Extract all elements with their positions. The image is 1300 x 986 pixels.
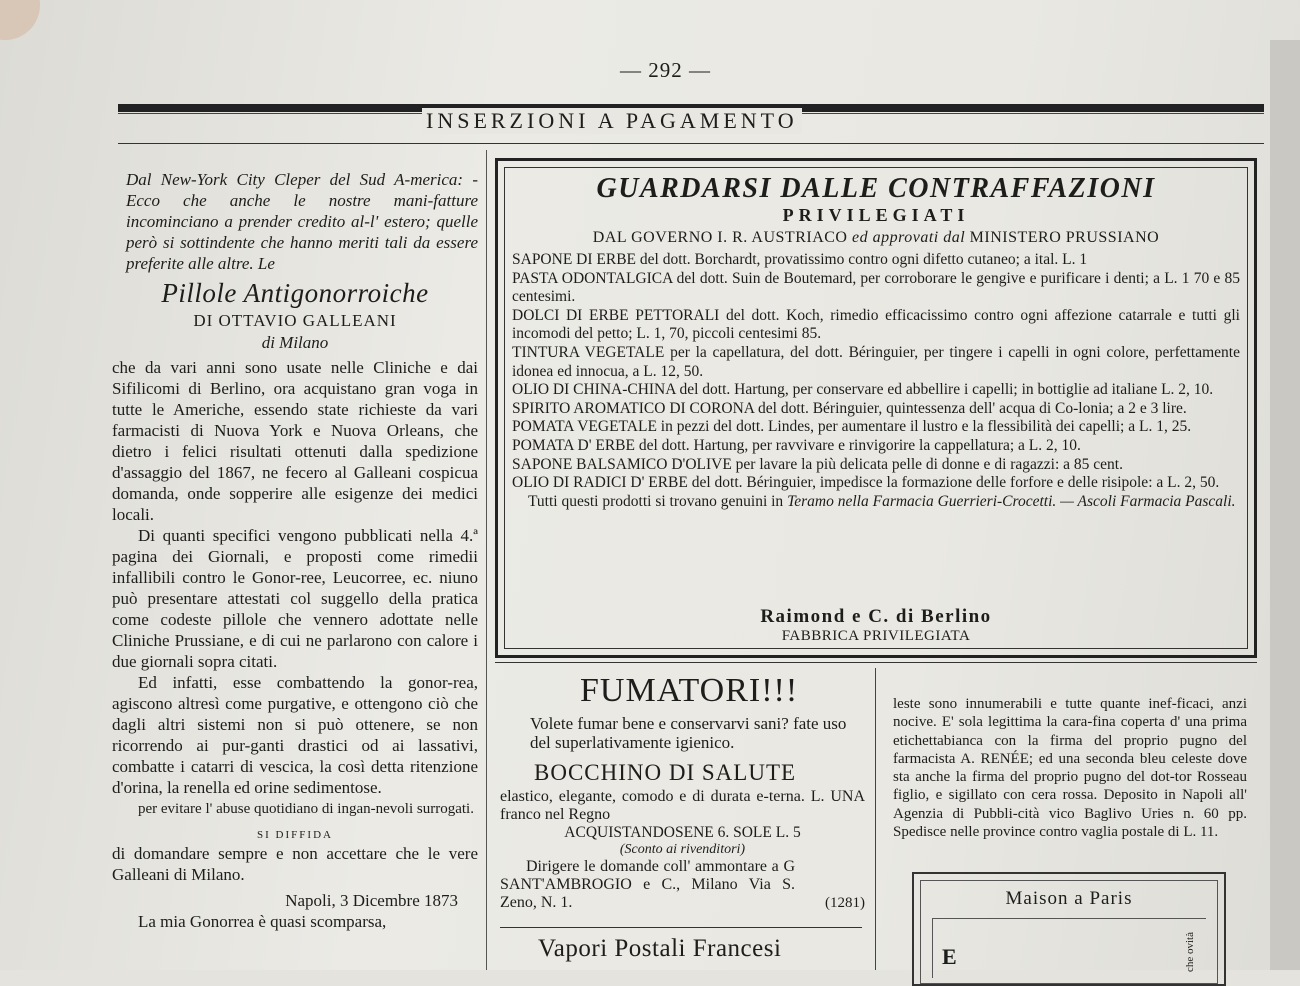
paragraph-2: Di quanti specifici vengono pubblicati nella 4.ª pagina dei Giornali, e proposti come rimedii infallibili contro le Gonor-ree, Leucorree, ec. niuno può presentare attestati col suggello della pratica come codeste pillole che vennero adottate nelle Cliniche Prussiane, e di cui ne parlarono con calore i due giornali sopra citati. <box>112 526 478 671</box>
section-title: INSERZIONI A PAGAMENTO <box>422 108 802 134</box>
fumatori-discount: (Sconto ai rivenditori) <box>619 842 746 857</box>
ad-title: GUARDARSI DALLE CONTRAFFAZIONI <box>596 173 1156 204</box>
gov-middle: ed approvati dal <box>851 229 966 246</box>
fumatori-ref-number: (1281) <box>825 895 865 911</box>
ad-subtitle: PRIVILEGIATI <box>782 205 970 225</box>
boxed-advertisement <box>495 158 1257 658</box>
fumatori-contact: Dirigere le domande coll' ammontare a G SANT'AMBROGIO e C., Milano Via S. Zeno, N. 1. <box>500 858 795 911</box>
date-line: Napoli, 3 Dicembre 1873 <box>285 891 458 910</box>
ad-bottom-rule <box>495 662 1257 663</box>
gov-prefix: DAL GOVERNO I. R. AUSTRIACO <box>592 229 848 246</box>
maison-title: Maison a Paris <box>1005 888 1133 909</box>
maison-rule <box>932 918 1206 919</box>
ad-product-list <box>512 251 1240 511</box>
section-rule <box>118 143 1264 144</box>
last-line: La mia Gonorrea è quasi scomparsa, <box>138 912 387 931</box>
product-author: DI OTTAVIO GALLEANI <box>193 311 397 330</box>
paragraph-1: che da vari anni sono usate nelle Cliniche e dai Sifilicomi di Berlino, ora acquistano gran voga in tutte le Americhe, essendo state richieste da vari farmacisti di Nuova York e Nuova Orleans, che dietro i felici risultati ottenuti dalla spedizione d'assaggio del 1867, ne fecero al Galleani cospicua domanda, onde sopperire alle esigenze dei medici locali. <box>112 358 478 524</box>
ad-item: OLIO DI CHINA-CHINA del dott. Hartung, per conservare ed abbellire i capelli; in bottiglie ad italiane L. 2, 10. <box>512 381 1214 399</box>
small-note: per evitare l' abuse quotidiano di ingan-nevoli surrogati. <box>138 801 474 817</box>
column-divider <box>486 150 487 970</box>
diffida-label: SI DIFFIDA <box>257 829 333 841</box>
maison-box <box>912 872 1226 986</box>
lower-column-divider <box>875 668 876 970</box>
product-title: Pillole Antigonorroiche <box>161 278 429 308</box>
right-column-text: leste sono innumerabili e tutte quante inef-ficaci, anzi nocive. E' sola legittima la cara-fina coperta d' una prima etichettabianca con la firma del proprio pugno del farmacista A. RENÉE; ed una seconda bleu celeste dove sta anche la firma del proprio pugno del dot-tor Rosseau figlio, e sigillato con cera rossa. Deposito in Napoli all' Agenzia di Pubbli-cità vico Baglivo Uries n. 60 pp. Spedisce nelle province contro vaglia postale di L. 11. <box>893 696 1247 841</box>
ad-item: PASTA ODONTALGICA del dott. Suin de Boutemard, per corroborare le gengive e purificare i denti; a L. 1 70 e 85 centesimi. <box>512 269 1240 306</box>
ad-item: DOLCI DI ERBE PETTORALI del dott. Koch, rimedio efficacissimo contro ogni affezione catarrale e tutti gli incomodi del petto; L. 1, 70, piccoli centesimi 85. <box>512 306 1240 343</box>
ad-item: SPIRITO AROMATICO DI CORONA del dott. Béringuier, quintessenza dell' acqua di Co-lonia; a 2 e 3 lire. <box>512 399 1187 417</box>
paragraph-3: Ed infatti, esse combattendo la gonor-rea, agiscono altresì come purgative, e ottengono ciò che dagli altri sistemi non si può ottenere, se non ricorrendo ai pur-ganti drastici od ai lassativi, combatte i catarri di vescica, la così detta ritenzione d'orina, la renella ed orine sedimentose. <box>112 673 478 797</box>
fumatori-title: FUMATORI!!! <box>580 672 799 709</box>
maison-vertical-rule <box>932 918 933 978</box>
ad-item: SAPONE DI ERBE del dott. Borchardt, provatissimo contro ogni difetto cutaneo; a ital. L. 1 <box>512 251 1088 268</box>
fumatori-offer: ACQUISTANDOSENE 6. SOLE L. 5 <box>564 824 801 841</box>
fumatori-product: BOCCHINO DI SALUTE <box>534 760 797 785</box>
page-number: — 292 — <box>620 58 711 82</box>
ad-footer <box>512 493 1240 512</box>
left-column <box>112 165 478 932</box>
ad-item: POMATA D' ERBE del dott. Hartung, per ravvivare e rinvigorire la cappellatura; a L. 2, 10. <box>512 436 1081 454</box>
gov-suffix: MINISTERO PRUSSIANO <box>969 229 1160 246</box>
fumatori-question: Volete fumar bene e conservarvi sani? fate uso del superlativamente igienico. <box>530 714 847 752</box>
vapori-title: Vapori Postali Francesi <box>538 935 782 962</box>
fumatori-body: elastico, elegante, comodo e di durata e-terna. L. UNA franco nel Regno <box>500 788 865 823</box>
ad-item: OLIO DI RADICI D' ERBE del dott. Béringuier, impedisce la formazione delle forfore e delle risipole: a L. 2, 50. <box>512 474 1220 492</box>
product-city: di Milano <box>261 333 329 352</box>
vapori-rule <box>500 927 862 928</box>
finger-shadow <box>0 0 40 40</box>
ad-footer-place: Teramo nella Farmacia Guerrieri-Crocetti. — Ascoli Farmacia Pascali. <box>787 492 1236 510</box>
maison-letter: E <box>942 944 957 969</box>
intro-italic: Dal New-York City Cleper del Sud A-merica: - Ecco che anche le nostre mani-fatture incominciano a prender credito al-l' estero; quelle però si sottindente che hanno meriti tali da essere preferite alle altre. Le <box>126 170 478 273</box>
diffida-text: di domandare sempre e non accettare che le vere Galleani di Milano. <box>112 844 478 884</box>
ad-footer-text: Tutti questi prodotti si trovano genuini in <box>528 492 784 510</box>
ad-item: POMATA VEGETALE in pezzi del dott. Lindes, per aumentare il lustro e la flessibilità dei capelli; a L. 1, 25. <box>512 418 1192 436</box>
ad-government-line <box>498 229 1254 247</box>
fumatori-ad <box>500 672 865 912</box>
ad-maker: Raimond e C. di Berlino <box>760 606 992 627</box>
next-page-edge <box>1270 40 1300 970</box>
ad-item: SAPONE BALSAMICO D'OLIVE per lavare la più delicata pelle di donne e di ragazzi: a 85 cent. <box>512 455 1123 473</box>
ad-item: TINTURA VEGETALE per la capellatura, del dott. Béringuier, per tingere i capelli in ogni colore, perfettamente idonea ed innocua, a L. 12, 50. <box>512 343 1240 380</box>
ad-maker-sub: FABBRICA PRIVILEGIATA <box>781 628 971 644</box>
maison-side-text: che ovità <box>1184 932 1196 973</box>
